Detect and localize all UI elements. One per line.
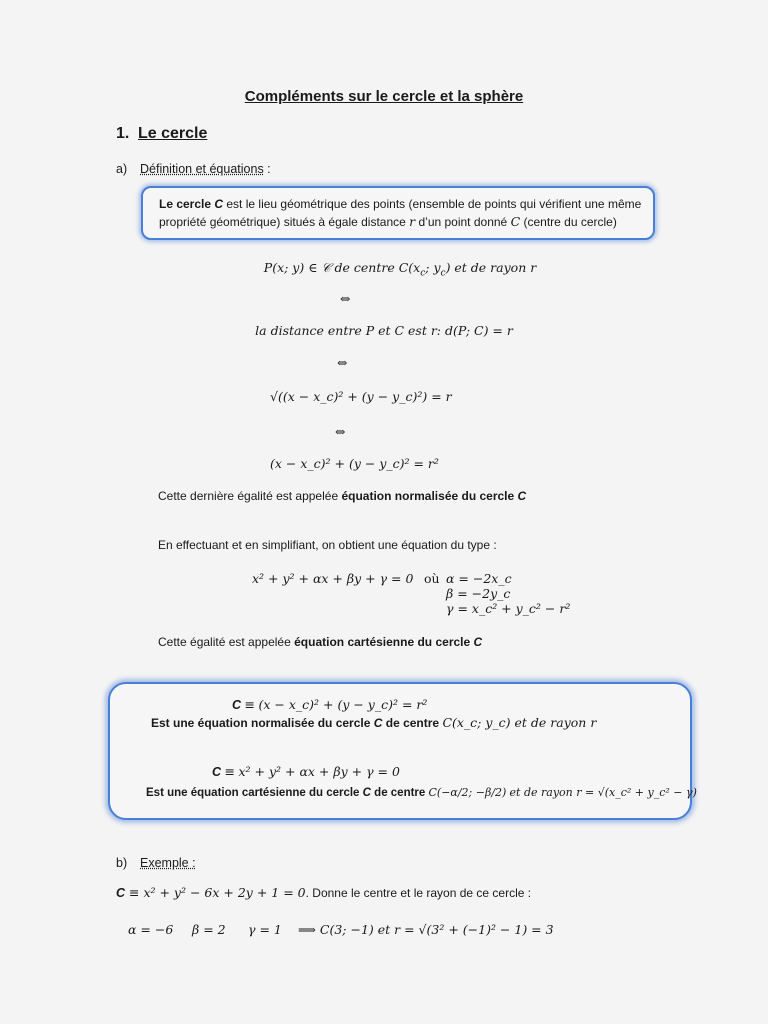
para1-text: Cette dernière égalité est appelée <box>158 489 342 503</box>
eq1-mid: ; y <box>425 260 441 275</box>
summary-line1-bold: Est une équation normalisée du cercle <box>151 716 374 730</box>
subsection-a <box>116 162 271 176</box>
summary-eq1-symbol: C <box>232 698 242 712</box>
definition-part1: est le lieu géométrique des points (ensemble de points qui vérifient une même propriété géométrique) situés à égale distance <box>159 197 642 229</box>
eq1-sub: c <box>420 268 426 279</box>
subsection-b-label: b) <box>116 856 128 870</box>
example-result: ⟹ C(3; −1) et r = √(3² + (−1)² − 1) = 3 <box>298 922 554 937</box>
summary-eq2 <box>212 764 400 779</box>
summary-line1-bold2: de centre <box>382 716 443 730</box>
definition-box <box>141 186 655 240</box>
summary-eq1-text: (x − x_c)² + (y − y_c)² = r² <box>258 697 428 712</box>
page-title: Compléments sur le cercle et la sphère <box>244 88 524 105</box>
definition-circle-symbol: C <box>214 197 224 211</box>
iff-symbol-3: ⇔ <box>335 424 346 439</box>
subsection-b <box>116 856 196 870</box>
definition-part3: (centre du cercle) <box>520 215 617 229</box>
cartesian-equation: x² + y² + αx + βy + γ = 0 <box>252 571 414 586</box>
ou-label: où <box>424 571 440 586</box>
summary-eq1-equiv: ≡ <box>244 697 255 712</box>
summary-line1-math: C(x_c; y_c) et de rayon r <box>442 715 597 730</box>
example-beta: β = 2 <box>192 922 226 937</box>
alpha-def: α = −2x_c <box>446 571 512 586</box>
paragraph-cartesian <box>158 635 482 649</box>
iff-symbol-2: ⇔ <box>337 355 348 370</box>
eq1-end: ) et de rayon r <box>445 260 537 275</box>
summary-line2-bold: Est une équation cartésienne du cercle <box>146 787 363 799</box>
summary-line2-bold2: de centre <box>370 787 429 799</box>
summary-eq2-equiv: ≡ <box>224 764 235 779</box>
example-gamma: γ = 1 <box>248 922 282 937</box>
subsection-label: a) <box>116 162 128 176</box>
section-number: 1. <box>116 125 130 142</box>
summary-eq2-text: x² + y² + αx + βy + γ = 0 <box>238 764 400 779</box>
definition-text <box>159 195 644 231</box>
example-statement <box>116 885 531 900</box>
eq1-text: P(x; y) ∈ 𝒞 de centre C(x <box>263 260 421 275</box>
para3-symbol: C <box>473 635 483 649</box>
example-equation: ≡ x² + y² − 6x + 2y + 1 = 0 <box>125 885 306 900</box>
paragraph-normalized <box>158 489 526 503</box>
summary-eq2-symbol: C <box>212 765 222 779</box>
equation-4: (x − x_c)² + (y − y_c)² = r² <box>270 456 439 471</box>
eq1-sub2: c <box>440 268 446 279</box>
paragraph-simplify: En effectuant et en simplifiant, on obtient une équation du type : <box>158 538 497 552</box>
summary-line1-symbol: C <box>373 716 383 730</box>
para1-bold: équation normalisée du cercle <box>341 489 518 503</box>
summary-line2-symbol: C <box>362 787 371 799</box>
beta-def: β = −2y_c <box>446 586 511 601</box>
para1-symbol: C <box>517 489 527 503</box>
definition-c: C <box>510 214 521 229</box>
subsection-suffix: : <box>263 162 271 176</box>
equation-3: √((x − x_c)² + (y − y_c)²) = r <box>270 389 452 404</box>
example-alpha: α = −6 <box>128 922 174 937</box>
definition-r: r <box>409 214 416 229</box>
iff-symbol-1: ⇔ <box>340 291 351 306</box>
summary-line2-radius: et de rayon r = √(x_c² + y_c² − γ) <box>509 786 697 799</box>
para3-text: Cette égalité est appelée <box>158 635 295 649</box>
definition-part2: d’un point donné <box>415 215 511 229</box>
equation-2: la distance entre P et C est r: d(P; C) = r <box>255 323 513 338</box>
gamma-def: γ = x_c² + y_c² − r² <box>446 601 571 616</box>
subsection-b-title: Exemple : <box>140 856 196 870</box>
equation-1 <box>0 260 768 279</box>
example-symbol: C <box>116 886 126 900</box>
summary-eq1 <box>232 697 427 712</box>
summary-line2-center: C(−α/2; −β/2) <box>428 786 507 799</box>
example-text: . Donne le centre et le rayon de ce cercle : <box>305 886 532 900</box>
subsection-title: Définition et équations <box>140 162 264 176</box>
definition-bold: Le cercle <box>159 197 215 211</box>
para3-bold: équation cartésienne du cercle <box>294 635 474 649</box>
summary-line1 <box>151 715 596 730</box>
summary-line2 <box>146 786 697 799</box>
section-title: Le cercle <box>138 125 208 142</box>
section-heading <box>116 125 207 143</box>
